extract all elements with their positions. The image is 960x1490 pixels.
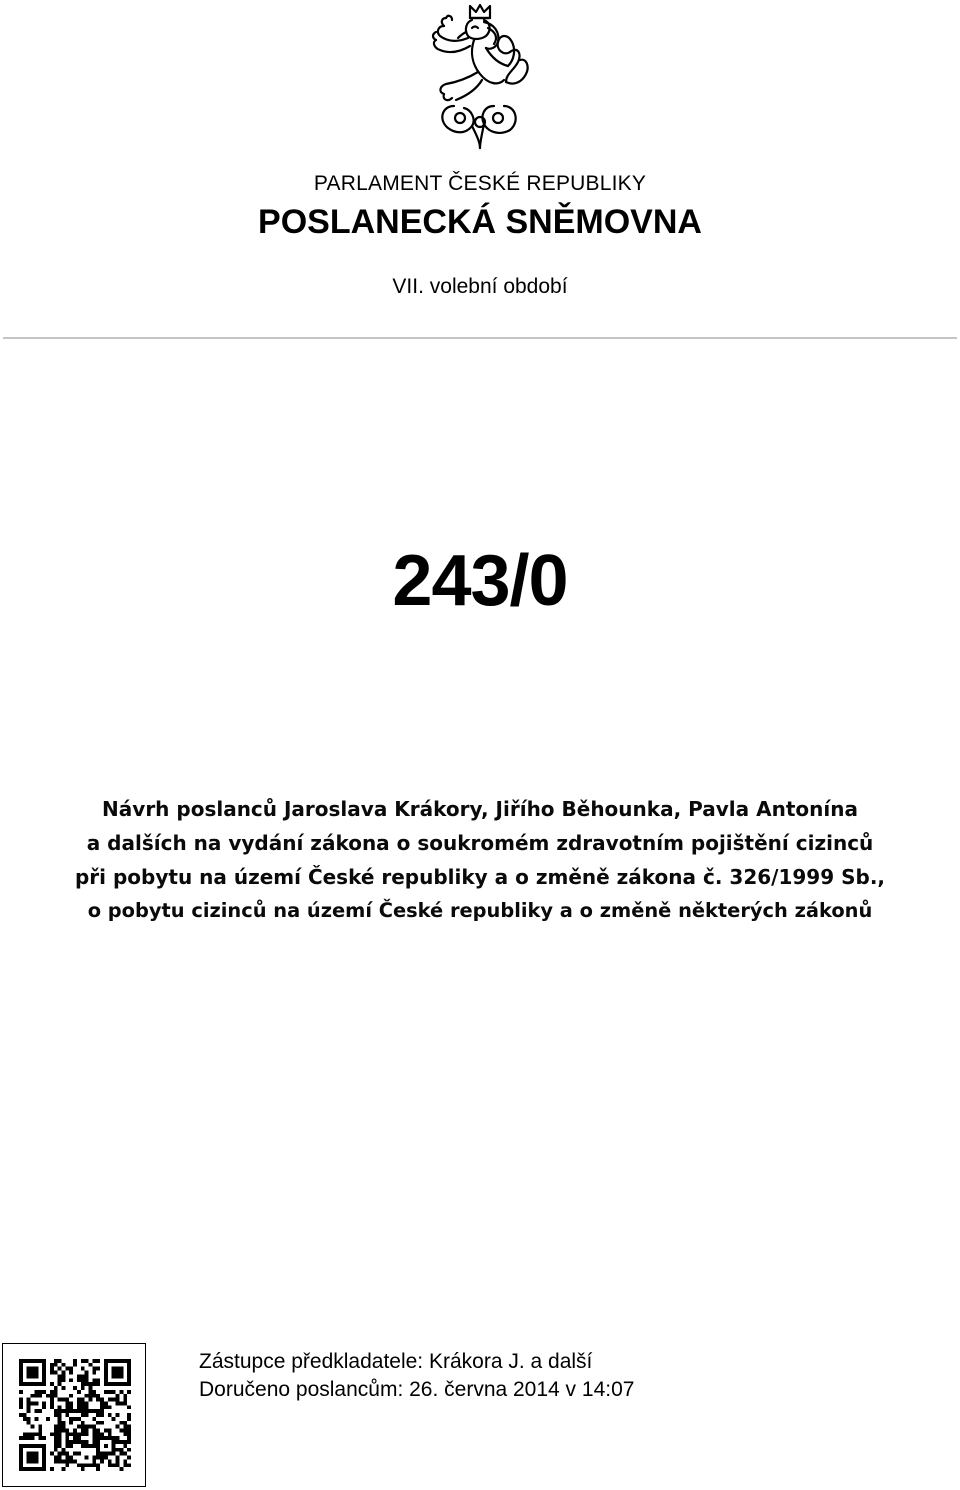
document-footer <box>199 1348 634 1404</box>
title-line: a dalších na vydání zákona o soukromém zdravotním pojištění cizinců <box>86 831 874 855</box>
header-divider <box>3 337 957 339</box>
title-line: Návrh poslanců Jaroslava Krákory, Jiřího Běhounka, Pavla Antonína <box>102 797 858 821</box>
chamber-name: POSLANECKÁ SNĚMOVNA <box>258 203 702 241</box>
chamber-emblem-icon <box>418 2 542 152</box>
print-number: 243/0 <box>392 541 568 621</box>
representative-line: Zástupce předkladatele: Krákora J. a další <box>199 1350 593 1373</box>
delivered-line: Doručeno poslancům: 26. června 2014 v 14:07 <box>199 1378 635 1401</box>
qr-code-icon <box>2 1343 146 1487</box>
electoral-term: VII. volební období <box>392 275 568 298</box>
document-title <box>0 792 960 928</box>
title-line: při pobytu na území České republiky a o změně zákona č. 326/1999 Sb., <box>74 865 886 889</box>
institution-name: PARLAMENT ČESKÉ REPUBLIKY <box>313 172 647 195</box>
title-line: o pobytu cizinců na území České republiky a o změně některých zákonů <box>87 899 873 922</box>
